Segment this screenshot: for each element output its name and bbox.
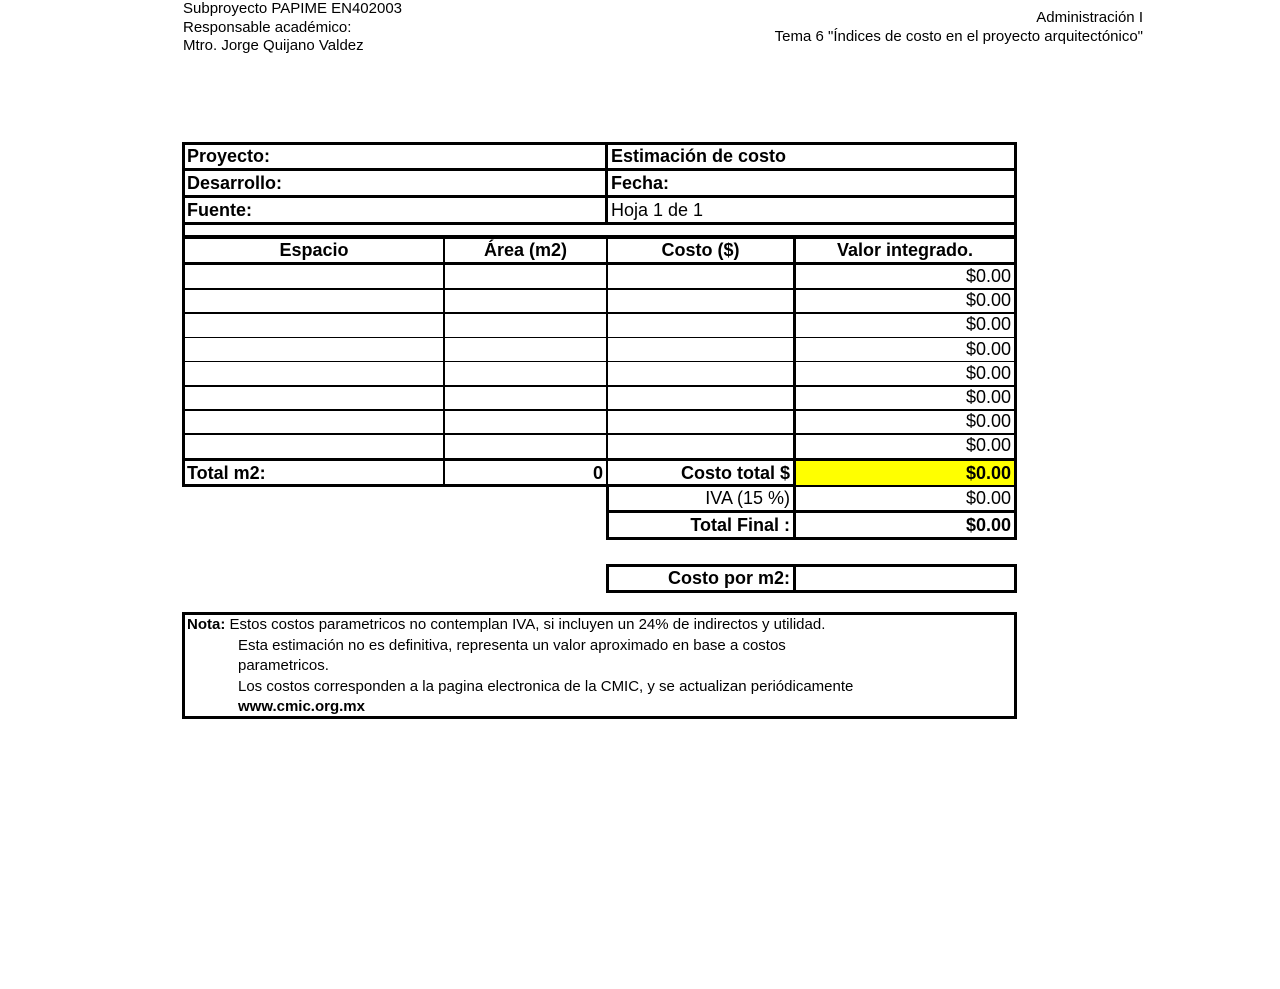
costo-cell <box>608 338 793 361</box>
total-m2-label: Total m2: <box>187 463 266 483</box>
espacio-cell <box>185 362 443 385</box>
document-header-left <box>183 0 402 56</box>
cost-per-m2-label: Costo por m2: <box>667 568 790 588</box>
note-block <box>182 612 1017 719</box>
area-cell <box>445 434 606 457</box>
valor-cell: $0.00 <box>965 435 1011 456</box>
sheet-indicator: Hoja 1 de 1 <box>611 200 704 220</box>
note-line-4: Los costos corresponden a la pagina electronica de la CMIC, y se actualizan periódicamente <box>238 677 854 695</box>
responsible-label: Responsable académico: <box>183 18 352 36</box>
costo-cell <box>608 410 793 433</box>
espacio-cell <box>185 313 443 336</box>
total-final-label: Total Final : <box>690 515 790 535</box>
topic-title: Tema 6 "Índices de costo en el proyecto arquitectónico" <box>774 27 1143 45</box>
valor-cell: $0.00 <box>965 338 1011 359</box>
note-line-1: Estos costos parametricos no contemplan IVA, si incluyen un 24% de indirectos y utilidad. <box>225 616 826 633</box>
valor-cell: $0.00 <box>965 314 1011 335</box>
valor-cell: $0.00 <box>965 387 1011 407</box>
costo-cell <box>608 313 793 336</box>
column-header-area: Área (m2) <box>483 240 568 260</box>
valor-cell: $0.00 <box>965 411 1011 432</box>
espacio-cell <box>185 265 443 288</box>
cost-per-m2-value <box>796 566 1014 590</box>
valor-cell: $0.00 <box>965 362 1011 383</box>
document-header-right <box>775 9 1143 46</box>
espacio-cell <box>185 434 443 457</box>
column-header-costo: Costo ($) <box>661 240 740 260</box>
area-cell <box>445 410 606 433</box>
costo-cell <box>608 434 793 457</box>
note-line-2: Esta estimación no es definitiva, representa un valor aproximado en base a costos <box>238 636 786 654</box>
estimate-title: Estimación de costo <box>611 146 787 166</box>
area-cell <box>445 338 606 361</box>
column-header-espacio: Espacio <box>279 240 349 260</box>
espacio-cell <box>185 386 443 409</box>
costo-cell <box>608 386 793 409</box>
area-cell <box>445 386 606 409</box>
iva-value: $0.00 <box>965 488 1011 508</box>
development-label: Desarrollo: <box>187 173 283 193</box>
cost-total-label: Costo total $ <box>680 463 790 483</box>
costo-cell <box>608 289 793 312</box>
cmic-link[interactable]: www.cmic.org.mx <box>238 698 365 716</box>
course-title: Administración I <box>1036 9 1143 26</box>
area-cell <box>445 362 606 385</box>
area-cell <box>445 313 606 336</box>
area-cell <box>445 289 606 312</box>
espacio-cell <box>185 289 443 312</box>
iva-label: IVA (15 %) <box>705 488 790 508</box>
note-label: Nota: <box>187 616 226 633</box>
costo-cell <box>608 362 793 385</box>
valor-cell: $0.00 <box>965 266 1011 286</box>
espacio-cell <box>185 410 443 433</box>
responsible-name: Mtro. Jorge Quijano Valdez <box>183 37 364 54</box>
valor-cell: $0.00 <box>965 290 1011 311</box>
area-cell <box>445 265 606 288</box>
project-label: Proyecto: <box>187 146 271 166</box>
source-label: Fuente: <box>187 200 252 220</box>
espacio-cell <box>185 338 443 361</box>
total-m2-value: 0 <box>592 463 603 483</box>
cost-total-value: $0.00 <box>796 461 1014 485</box>
total-final-value: $0.00 <box>965 515 1011 535</box>
note-line-3: parametricos. <box>238 657 329 675</box>
date-label: Fecha: <box>611 173 670 193</box>
subproject-label: Subproyecto PAPIME EN402003 <box>183 0 403 17</box>
column-header-valor: Valor integrado. <box>836 240 974 260</box>
costo-cell <box>608 265 793 288</box>
